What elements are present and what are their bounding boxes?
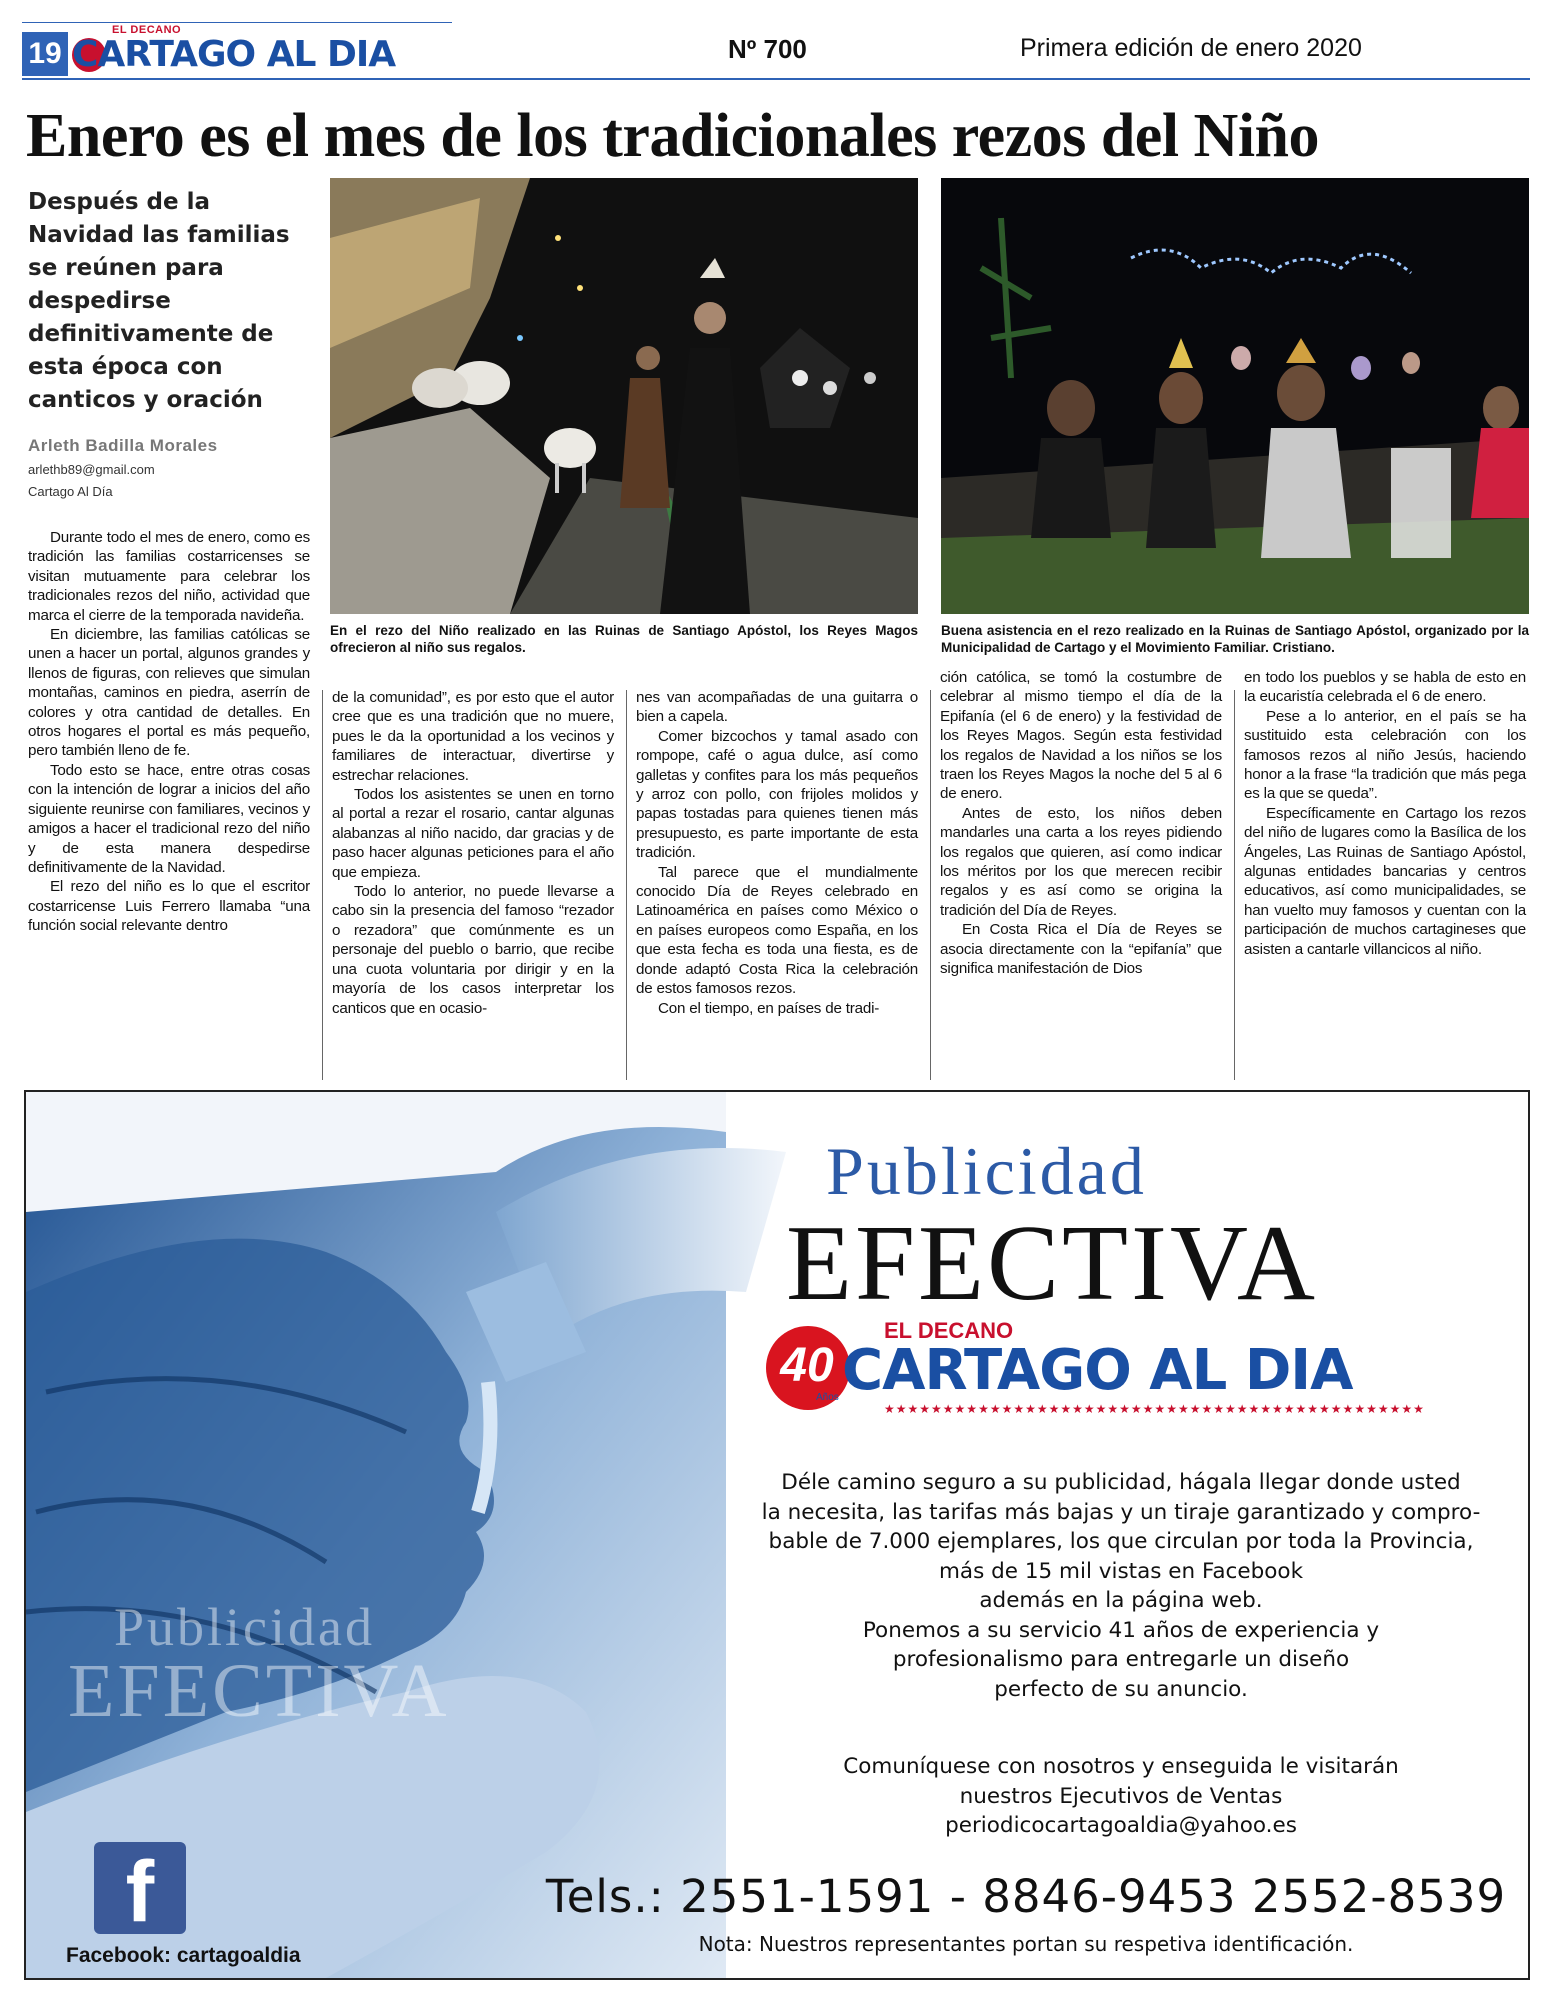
author-name: Arleth Badilla Morales [28, 436, 218, 455]
facebook-f-glyph: f [125, 1844, 155, 1940]
edition-date: Primera edición de enero 2020 [1020, 34, 1362, 62]
column-rule [930, 690, 931, 1080]
ad-title-efectiva: EFECTIVA [786, 1204, 1319, 1323]
ad-note: Nota: Nuestros representantes portan su respetiva identificación. [698, 1932, 1354, 1956]
photo-reyes-magos [330, 178, 918, 614]
column-rule [1234, 690, 1235, 1080]
author-organization: Cartago Al Día [28, 484, 113, 499]
page-number: 19 [22, 32, 68, 76]
ad-ghost-title-2: EFECTIVA [68, 1649, 450, 1733]
ad-body-line: profesionalismo para entregarle un diseño [892, 1647, 1350, 1672]
photo-asistencia-art [941, 178, 1529, 614]
ad-logo-tagline: EL DECANO [884, 1318, 1014, 1343]
ad-body-text [726, 1468, 1516, 1704]
article-column-1 [28, 528, 310, 936]
masthead-logo [72, 24, 396, 76]
header-rule [22, 78, 1530, 80]
logo-name: CARTAGO AL DIA [72, 34, 396, 75]
paragraph: ción católica, se tomó la costumbre de celebrar al mismo tiempo el día de la Epifanía (el 6 de enero) y la festividad de los Reyes Magos. Según esta festividad los regalos de Navidad a los niños se los traen los Reyes Magos la noche del 5 al 6 de enero. [940, 669, 1222, 803]
article-headline: Enero es el mes de los tradicionales rezos del Niño [26, 102, 1320, 170]
ad-contact-line: nuestros Ejecutivos de Ventas [959, 1783, 1283, 1809]
ad-logo-badge-sub: Años [816, 1392, 839, 1403]
ad-body-line: perfecto de su anuncio. [994, 1676, 1248, 1702]
article-column-4 [940, 668, 1222, 979]
photo-asistencia-caption: Buena asistencia en el rezo realizado en la Ruinas de Santiago Apóstol, organizado por la Municipalidad de Cartago y el Movimiento Familiar. Cristiano. [941, 623, 1529, 655]
ad-email[interactable]: periodicocartagoaldia@yahoo.es [945, 1813, 1297, 1838]
column-rule [322, 690, 323, 1080]
paragraph: nes van acompañadas de una guitarra o bien a capela. [636, 689, 918, 726]
ad-body-line: más de 15 mil vistas en Facebook [938, 1558, 1304, 1584]
ad-title-publicidad: Publicidad [826, 1133, 1147, 1209]
paragraph: Pese a lo anterior, en el país se ha sustituido esta celebración con los famosos rezos al niño Jesús, haciendo honor a la frase “la tradición que más pega es la que se queda”. [1244, 707, 1526, 803]
paragraph: En Costa Rica el Día de Reyes se asocia directamente con la “epifanía” que significa manifestación de Dios [940, 921, 1222, 978]
paragraph: Comer bizcochos y tamal asado con rompope, café o agua dulce, así como galletas y confites para los más pequeños y arroz con pollo, con frijoles molidos y papas tostadas para quienes tienen más presupuesto, es parte importante de esta tradición. [636, 727, 918, 862]
paragraph: Antes de esto, los niños deben mandarles una carta a los reyes pidiendo los regalos que quieren, así como indicar los méritos por los que merecen recibir regalos y es así como se origina la tradición del Día de Reyes. [940, 804, 1222, 919]
column-rule [626, 690, 627, 1080]
ad-body-line: Déle camino seguro a su publicidad, hágala llegar donde usted [781, 1470, 1461, 1495]
photo-reyes-magos-caption: En el rezo del Niño realizado en las Ruinas de Santiago Apóstol, los Reyes Magos ofrecieron al niño sus regalos. [330, 623, 918, 655]
facebook-handle[interactable]: Facebook: cartagoaldia [66, 1944, 301, 1967]
paragraph: de la comunidad”, es por esto que el autor cree que es una tradición que no muere, pues le da la oportunidad a los vecinos y familiares de interactuar, divertirse y estrechar relaciones. [332, 689, 614, 784]
ad-logo-name: CARTAGO AL DIA [842, 1338, 1353, 1403]
advertisement [24, 1090, 1530, 1980]
ad-body-line: la necesita, las tarifas más bajas y un tiraje garantizado y compro- [761, 1499, 1481, 1525]
ad-ghost-title-1: Publicidad [114, 1597, 375, 1657]
article-column-3 [636, 688, 918, 1018]
header-top-rule [22, 22, 452, 23]
ad-logo-badge-number: 40 [780, 1339, 834, 1392]
ad-contact-text [726, 1752, 1516, 1841]
ad-contact-line: Comuníquese con nosotros y enseguida le visitarán [843, 1754, 1399, 1779]
ad-body-line: además en la página web. [979, 1588, 1263, 1613]
logo-tagline: EL DECANO [112, 24, 182, 36]
ad-body-line: Ponemos a su servicio 41 años de experiencia y [862, 1617, 1380, 1643]
author-email: arlethb89@gmail.com [28, 462, 155, 477]
photo-reyes-magos-art [330, 178, 918, 614]
paragraph: Todo esto se hace, entre otras cosas con la intención de lograr a inicios del año siguiente reunirse con familiares, vecinos y amigos a hacer el tradicional rezo del niño y de esta manera despedirse definitivamente de la Navidad. [28, 761, 310, 876]
facebook-icon[interactable] [94, 1842, 186, 1940]
ad-logo-stars: ★★★★★★★★★★★★★★★★★★★★★★★★★★★★★★★★★★★★★★★★★★★★★★ [884, 1402, 1425, 1416]
paragraph: Tal parece que el mundialmente conocido Día de Reyes celebrado en Latinoamérica en países como México o en países europeos como España, en los que esta fecha es toda una fiesta, es de donde adaptó Costa Rica la celebración de estos famosos rezos. [636, 863, 918, 998]
paragraph: Específicamente en Cartago los rezos del niño de lugares como la Basílica de los Ángeles, Las Ruinas de Santiago Apóstol, algunas entidades bancarias y centros educativos, así como municipalidades, se han vuelto muy famosos y cuentan con la participación de muchos cartagineses que asisten a cantarle villancicos al niño. [1244, 804, 1526, 958]
article-column-2 [332, 688, 614, 1018]
ad-logo [766, 1312, 1425, 1422]
paragraph: Durante todo el mes de enero, como es tradición las familias costarricenses se visitan mutuamente para celebrar los tradicionales rezos del niño, actividad que marca el cierre de la temporada navideña. [28, 529, 310, 624]
issue-number: Nº 700 [728, 34, 807, 64]
ad-body-line: bable de 7.000 ejemplares, los que circulan por toda la Provincia, [768, 1529, 1474, 1554]
paragraph: Todos los asistentes se unen en torno al portal a rezar el rosario, cantar algunas alabanzas al niño nacido, dar gracias y de paso hacer algunas peticiones para el año que empieza. [332, 786, 614, 881]
paragraph: Todo lo anterior, no puede llevarse a cabo sin la presencia del famoso “rezador o rezadora” que comúnmente es un personaje del pueblo o barrio, que recibe una cuota voluntaria por dirigir y en la mayoría de los casos interpretar los canticos que en ocasio- [332, 883, 614, 1017]
ad-phone-numbers: Tels.: 2551-1591 - 8846-9453 2552-8539 [545, 1870, 1507, 1923]
photo-asistencia [941, 178, 1529, 614]
article-subhead: Después de la Navidad las familias se reúnen para despedirse definitivamente de esta época con canticos y oración [28, 189, 290, 413]
paragraph: en todo los pueblos y se habla de esto en la eucaristía celebrada el 6 de enero. [1244, 669, 1526, 706]
paragraph: Con el tiempo, en países de tradi- [658, 999, 880, 1017]
article-column-5 [1244, 668, 1526, 959]
paragraph: En diciembre, las familias católicas se unen a hacer un portal, algunos grandes y llenos de figuras, con relieves que simulan montañas, caminos en piedra, aserrín de colores y otra cantidad de detalles. En otros hogares el portal es más pequeño, pero también lleno de fe. [28, 626, 310, 760]
paragraph: El rezo del niño es lo que el escritor costarricense Luis Ferrero llamaba “una función social relevante dentro [28, 878, 310, 935]
